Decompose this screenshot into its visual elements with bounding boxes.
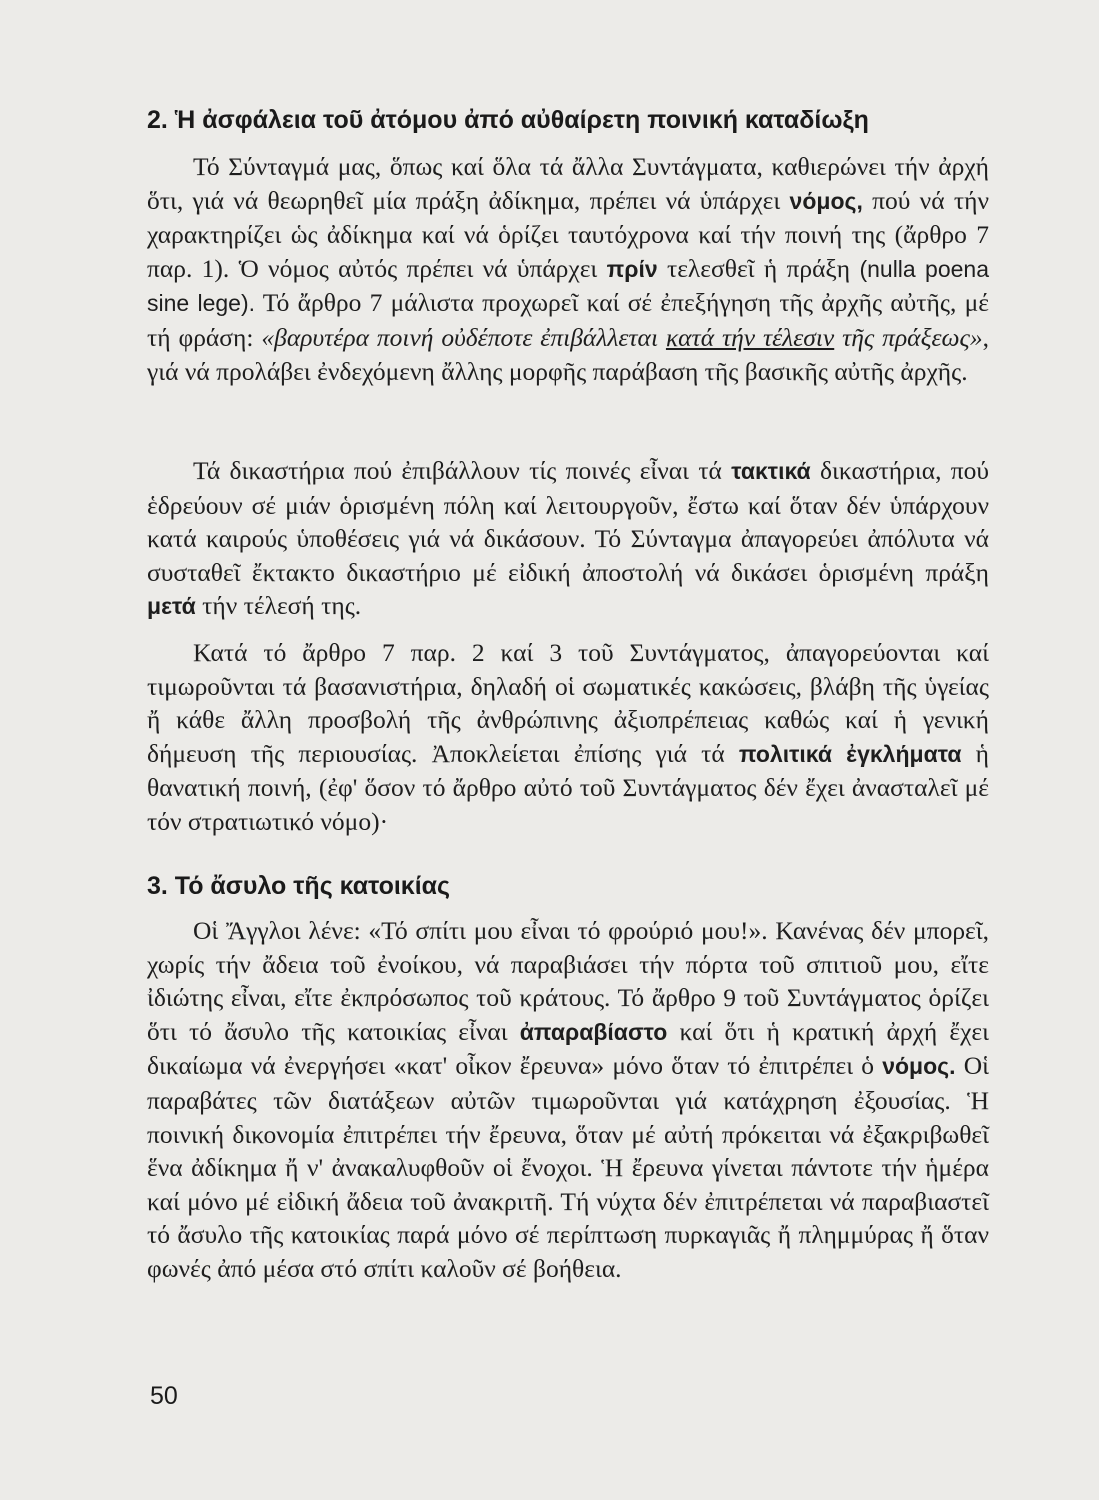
text-run: πού νά τήν χαρακτηρίζει ὡς ἀδίκημα καί νά ὁρίζει ταυτόχρονα καί τήν ποινή της (ἄρθρο 7 παρ. 1). Ὁ νόμος αὐτός πρέπει νά ὑπάρχει — [147, 185, 989, 283]
bold-term: πολιτικά ἐγκλήματα — [738, 740, 962, 767]
section-2-paragraph-1 — [147, 150, 989, 388]
bold-term: πρίν — [606, 255, 658, 282]
text-run: Τό Σύνταγμά μας, ὅπως καί ὅλα τά ἄλλα Συντάγματα, καθιερώνει τήν ἀρχή ὅτι, γιά νά θεωρηθεῖ μία πράξη ἀδίκημα, πρέπει νά ὑπάρχει — [147, 152, 989, 215]
bold-term: νόμος. — [882, 1053, 956, 1080]
underlined-quote: κατά τήν τέλεσιν — [665, 322, 835, 352]
text-run: Τά δικαστήρια πού ἐπιβάλλουν τίς ποινές εἶναι τά — [193, 456, 732, 485]
text-run: Τό ἄρθρο 7 μάλιστα προχωρεῖ καί σέ ἐπεξήγηση τῆς ἀρχῆς αὐτῆς, μέ τή φράση: — [147, 288, 989, 352]
section-2-paragraph-3 — [147, 636, 989, 839]
bold-term: νόμος, — [789, 187, 863, 214]
text-run: τήν τέλεσή της. — [195, 591, 362, 621]
bold-term: τακτικά — [731, 458, 811, 484]
bold-term: ἀπαραβίαστο — [519, 1018, 668, 1045]
section-3-heading: 3. Τό ἄσυλο τῆς κατοικίας — [147, 872, 451, 900]
text-run: δικαστήρια, πού ἑδρεύουν σέ μιάν ὁρισμένη πόλη καί λειτουργοῦν, ἔστω καί ὅταν δέν ὑπάρχουν κατά καιρούς ὑποθέσεις γιά νά δικάσουν. Τό Σύνταγμα ἀπαγορεύει ἀπόλυτα νά συσταθεῖ ἔκτακτο δικαστήριο μέ εἰδική ἀποστολή νά δικάσει ὁρισμένη πράξη — [147, 456, 990, 587]
page-number: 50 — [150, 1382, 178, 1410]
text-run: Οἱ παραβάτες τῶν διατάξεων αὐτῶν τιμωροῦνται γιά κατάχρηση ἐξουσίας. Ἡ ποινική δικονομία ἐπιτρέπει τήν ἔρευνα, ὅταν μέ αὐτή πρόκειται νά ἐξακριβωθεῖ ἕνα ἀδίκημα ἤ ν' ἀνακαλυφθοῦν οἱ ἔνοχοι. Ἡ ἔρευνα γίνεται πάντοτε τήν ἡμέρα καί μόνο μέ εἰδική ἄδεια τοῦ ἀνακριτῆ. Τή νύχτα δέν ἐπιτρέπεται νά παραβιαστεῖ τό ἄσυλο τῆς κατοικίας παρά μόνο σέ περίπτωση πυρκαγιᾶς ἤ πλημμύρας ἤ ὅταν φωνές ἀπό μέσα στό σπίτι καλοῦν σέ βοήθεια. — [147, 1051, 989, 1283]
text-run: , γιά νά προλάβει ἐνδεχόμενη ἄλλης μορφῆς παράβαση τῆς βασικῆς αὐτῆς ἀρχῆς. — [147, 322, 990, 386]
section-3-paragraph-1 — [147, 914, 989, 1286]
text-run: τελεσθεῖ ἡ πράξη — [657, 253, 860, 283]
italic-quote: τῆς πράξεως» — [834, 322, 983, 352]
text-run: Οἱ Ἄγγλοι λένε: «Τό σπίτι μου εἶναι τό φρούριό μου!». Κανένας δέν μπορεῖ, χωρίς τήν ἄδεια τοῦ ἐνοίκου, νά παραβιάσει τήν πόρτα τοῦ σπιτιοῦ μου, εἴτε ἰδιώτης εἶναι, εἴτε ἐκπρόσωπος τοῦ κράτους. Τό ἄρθρο 9 τοῦ Συντάγματος ὁρίζει ὅτι τό ἄσυλο τῆς κατοικίας εἶναι — [147, 916, 989, 1046]
text-run: Κατά τό ἄρθρο 7 παρ. 2 καί 3 τοῦ Συντάγματος, ἀπαγορεύονται καί τιμωροῦνται τά βασανιστήρια, δηλαδή οἱ σωματικές κακώσεις, βλάβη τῆς ὑγείας ἤ κάθε ἄλλη προσβολή τῆς ἀνθρώπινης ἀξιοπρέπειας καθώς καί ἡ γενική δήμευση τῆς περιουσίας. Ἀποκλείεται ἐπίσης γιά τά — [147, 638, 989, 768]
section-2-paragraph-2 — [147, 454, 989, 624]
section-2-heading: 2. Ἡ ἀσφάλεια τοῦ ἀτόμου ἀπό αὐθαίρετη ποινική καταδίωξη — [147, 106, 869, 134]
latin-phrase: (nulla poena sine lege). — [147, 255, 989, 317]
text-run: ἡ θανατική ποινή, (ἐφ' ὅσον τό ἄρθρο αὐτό τοῦ Συντάγματος δέν ἔχει ἀνασταλεῖ μέ τόν στρατιωτικό νόμο)· — [147, 738, 989, 836]
italic-quote: «βαρυτέρα ποινή οὐδέποτε ἐπιβάλλεται — [261, 322, 666, 352]
bold-term: μετά — [147, 593, 196, 620]
text-run: καί ὅτι ἡ κρατική ἀρχή ἔχει δικαίωμα νά ἐνεργήσει «κατ' οἶκον ἔρευνα» μόνο ὅταν τό ἐπιτρέπει ὁ — [147, 1016, 989, 1081]
